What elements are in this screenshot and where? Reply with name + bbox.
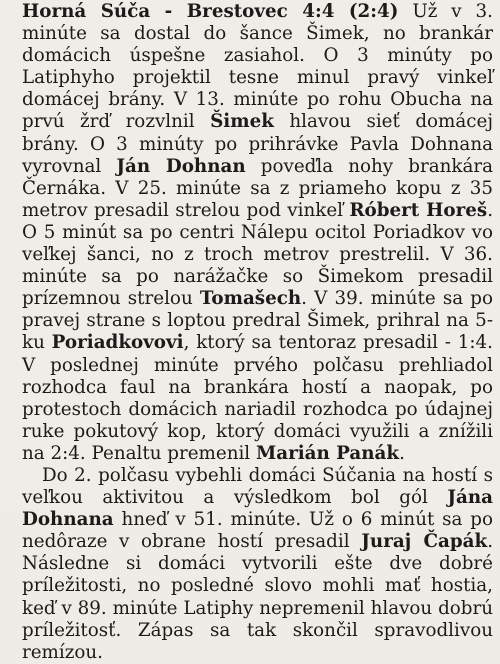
paragraph-text: hlavou sieť domácej brány. O 3 minúty po prihrávke Pavla Dohnana vyrovnal — [22, 111, 493, 177]
player-name: Poriadkovovi — [51, 332, 184, 354]
match-headline: Horná Súča - Brestovec 4:4 (2:4) — [22, 1, 399, 22]
paragraph-text: . V 39. minúte sa po pravej strane s loptou predral Šimek, prihral na 5-ku — [22, 288, 493, 354]
player-name: Juraj Čapák — [361, 531, 488, 553]
paragraph-text: , ktorý sa tentoraz presadil - 1:4. V poslednej minúte prvého polčasu prehliadol rozhodca faul na brankára hostí a naopak, po protestoch domácich nariadil rozhodca po údajnej ruke pokutový kop, ktorý domáci využili a znížili na 2:4. Penaltu premenil — [22, 332, 493, 464]
paragraph-text: hneď v 51. minúte. Už o 6 minút sa po nedôraze v obrane hostí presadil — [22, 509, 493, 553]
article-paragraph-2 — [22, 465, 493, 664]
player-name: Ján Dohnan — [116, 155, 246, 177]
player-name: Jána Dohnana — [22, 487, 493, 531]
player-name: Tomašech — [199, 288, 302, 310]
paragraph-text: . Následne si domáci vytvorili ešte dve dobré príležitosti, no posledné slovo mohli mať hostia, keď v 89. minúte Latiphy nepremenil hlavou dobrú príležitosť. Zápas sa tak skončil spravodlivou remízou. — [22, 531, 493, 663]
paragraph-text: poveďla nohy brankára Černáka. V 25. minúte sa z priameho kopu z 35 metrov presadil strelou pod vinkeľ — [22, 155, 493, 221]
article-paragraph-1 — [22, 1, 493, 465]
paragraph-text: Do 2. polčasu vybehli domáci Súčania na hostí s veľkou aktivitou a výsledkom bol gól — [22, 464, 493, 509]
player-name: Róbert Horeš — [349, 199, 488, 221]
paragraph-text: . — [399, 442, 405, 464]
paragraph-text: Už v 3. minúte sa dostal do šance Šimek, no brankár domácich úspešne zasiahol. O 3 minúty po Latiphyho projektil tesne minul pravý vinkeľ domácej brány. V 13. minúte po rohu Obucha na prvú žrď rozvlnil — [22, 1, 493, 133]
player-name: Šimek — [210, 111, 274, 133]
player-name: Marián Panák — [255, 442, 400, 464]
paragraph-text: . O 5 minút sa po centri Nálepu ocitol Poriadkov vo veľkej šanci, no z troch metrov prestrelil. V 36. minúte sa po narážačke so Šimekom presadil prízemnou strelou — [22, 199, 493, 310]
